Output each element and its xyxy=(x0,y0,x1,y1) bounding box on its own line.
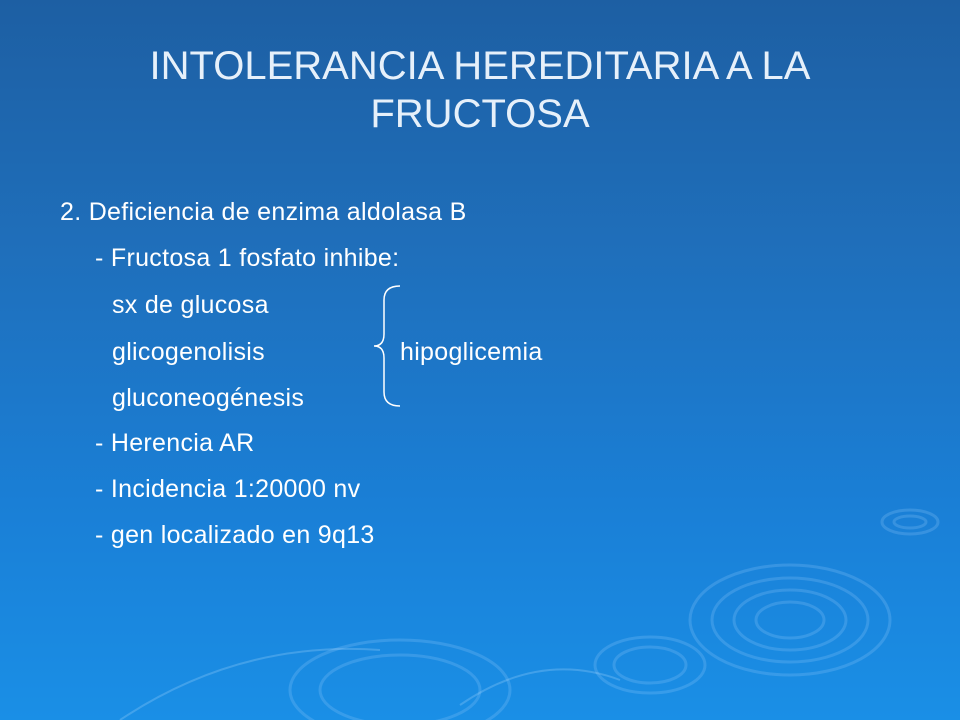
subpoint-inheritance: - Herencia AR xyxy=(95,429,255,457)
inhibited-process-glucose: sx de glucosa xyxy=(112,291,269,319)
slide-title: INTOLERANCIA HEREDITARIA A LA FRUCTOSA xyxy=(149,44,811,136)
point-deficiency: 2. Deficiencia de enzima aldolasa B xyxy=(60,198,467,226)
subpoint-fructose-inhibits: - Fructosa 1 fosfato inhibe: xyxy=(95,244,400,272)
inhibited-process-glycogenolysis: glicogenolisis xyxy=(112,338,265,366)
inhibited-process-gluconeogenesis: gluconeogénesis xyxy=(112,384,305,412)
subpoint-gene-location: - gen localizado en 9q13 xyxy=(95,521,375,549)
subpoint-incidence: - Incidencia 1:20000 nv xyxy=(95,475,361,503)
brace-result-hypoglycemia: hipoglicemia xyxy=(400,338,543,366)
